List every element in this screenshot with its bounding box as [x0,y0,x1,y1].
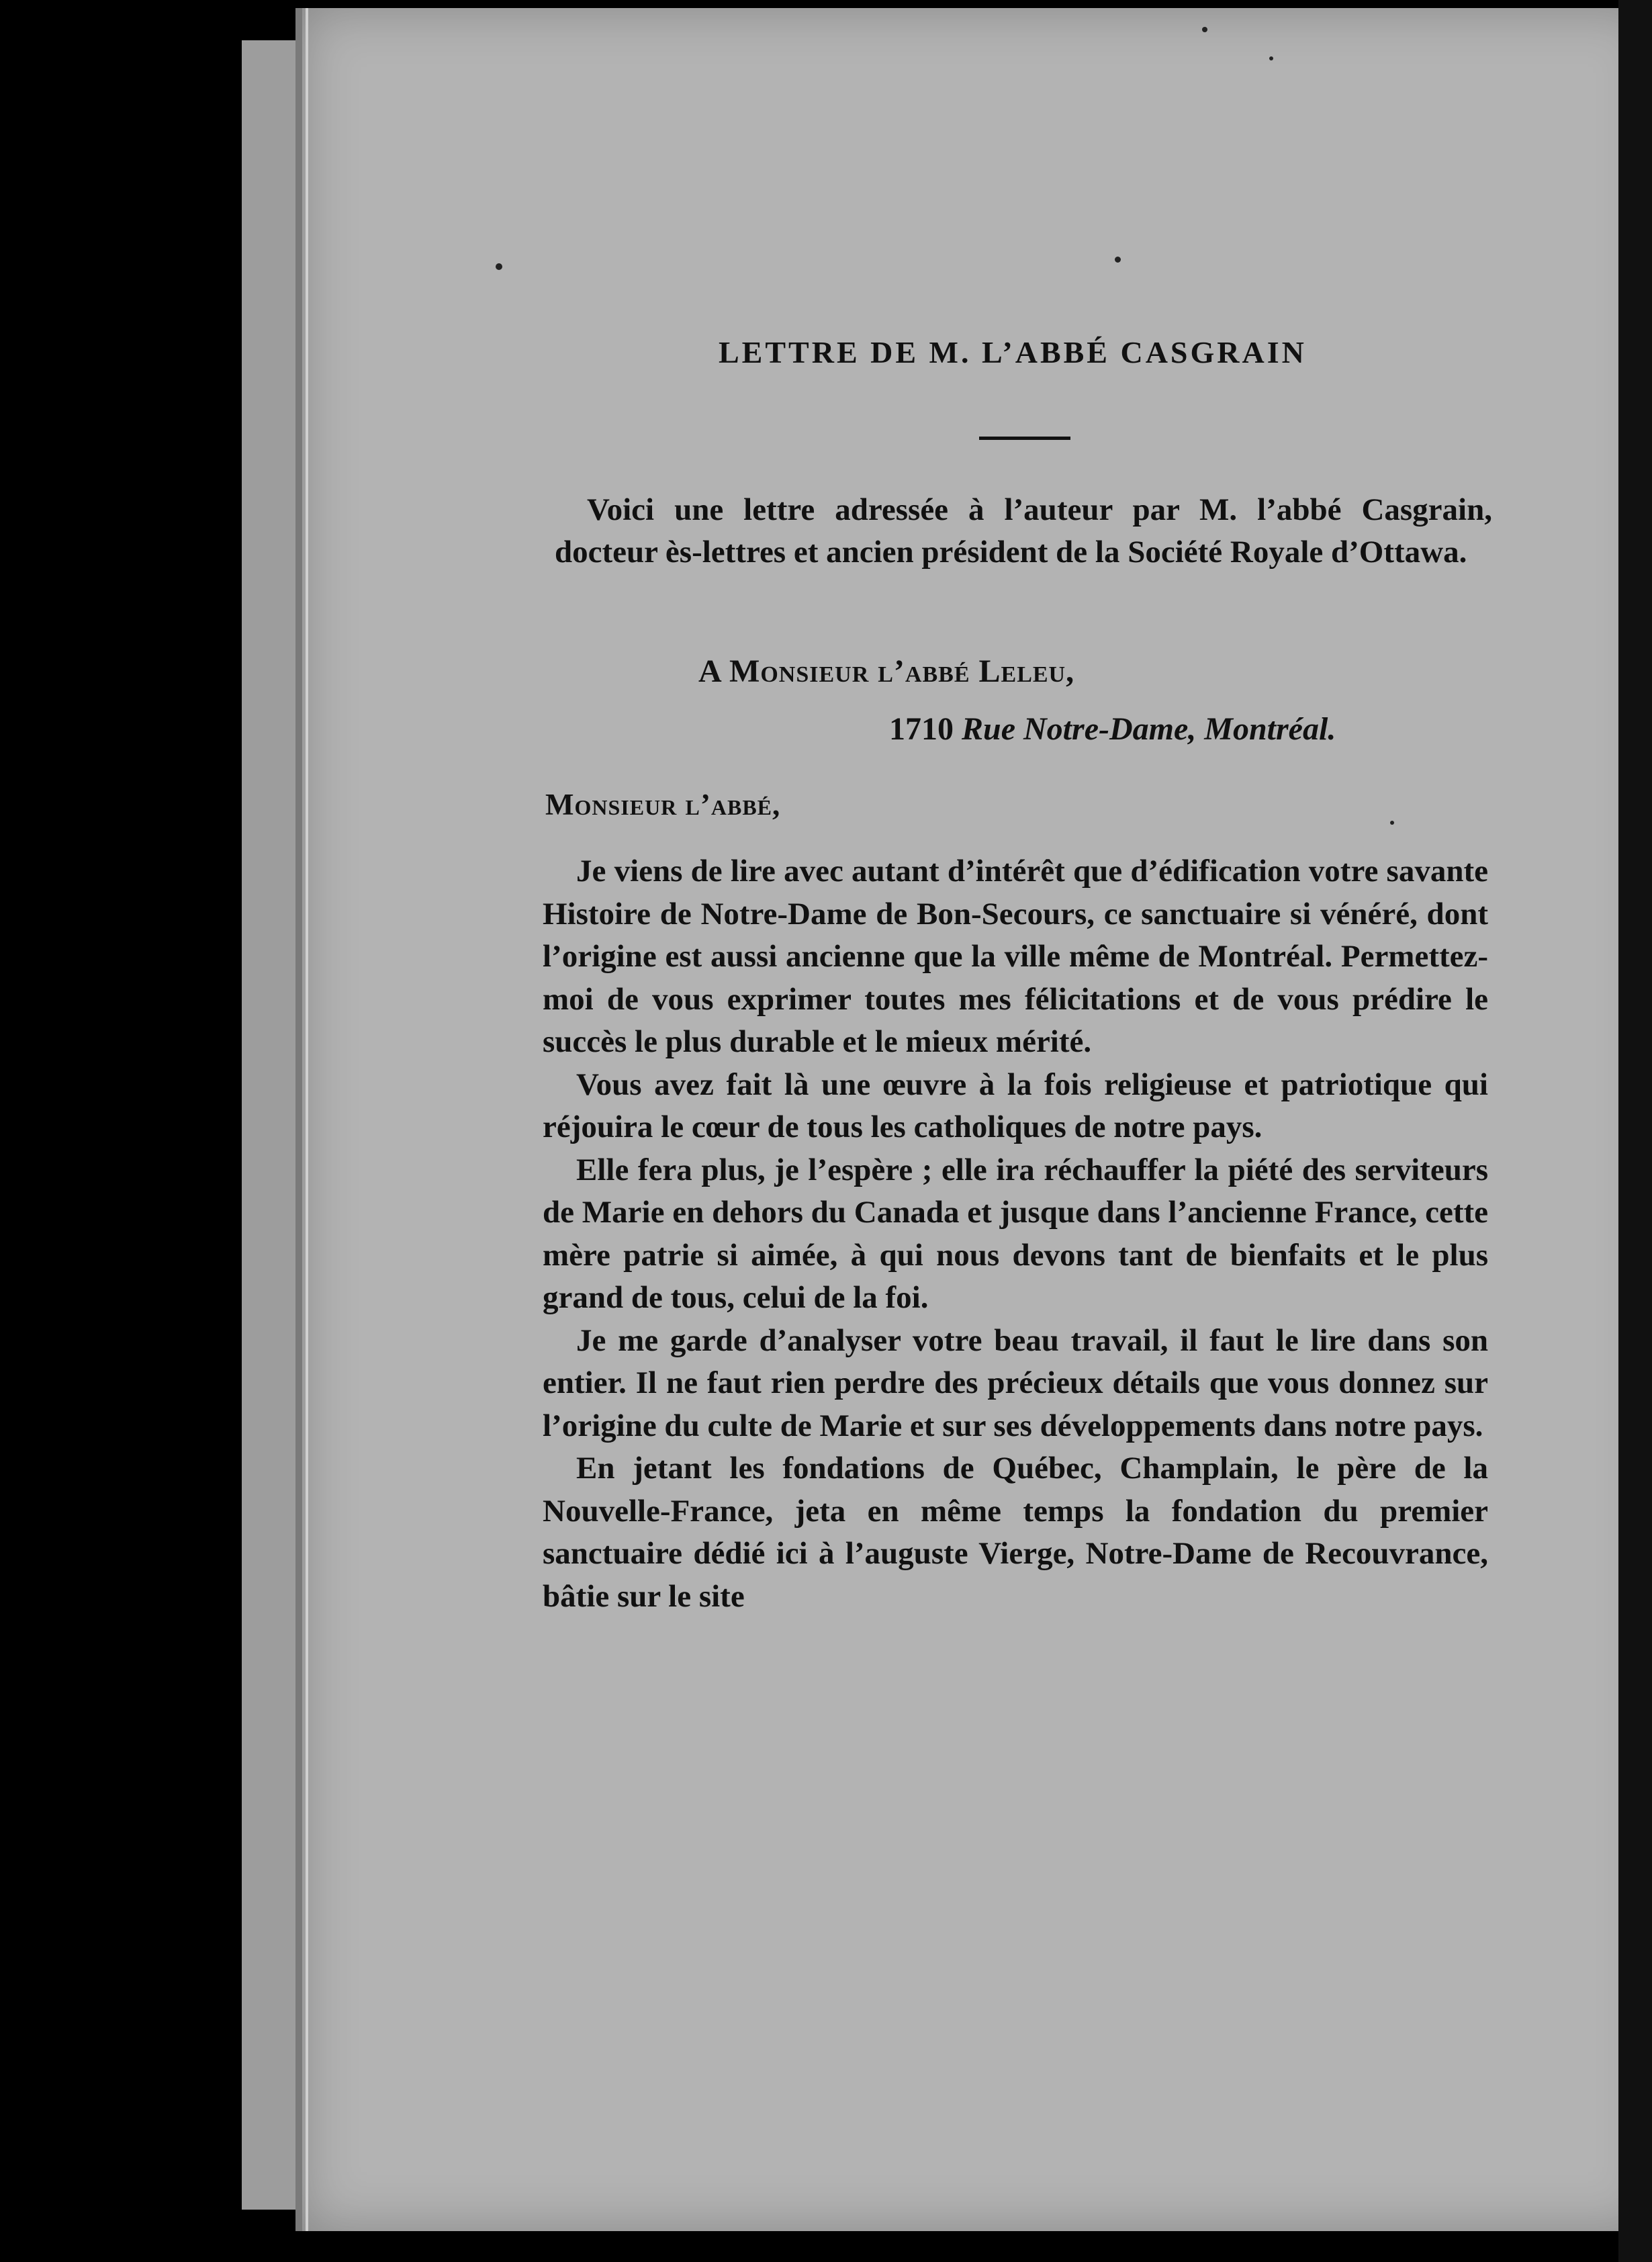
page-edge [306,8,308,2231]
letter-body [543,850,1488,1618]
body-paragraph: Elle fera plus, je l’espère ; elle ira réchauffer la piété des serviteurs de Marie en dehors du Canada et jusque dans l’ancienne France, cette mère patrie si aimée, à qui nous devons tant de bienfaits et le plus grand de tous, celui de la foi. [543,1152,1488,1315]
address-recipient: A Monsieur l’abbé Leleu, [698,653,1075,689]
address-street-name: Rue Notre-Dame, Montréal. [962,711,1336,747]
body-paragraph: En jetant les fondations de Québec, Champlain, le père de la Nouvelle-France, jeta en même temps la fondation du premier sanctuaire dédié ici à l’auguste Vierge, Notre-Dame de Recouvrance, bâtie sur le site [543,1451,1488,1614]
body-paragraph: Je me garde d’analyser votre beau travail, il faut le lire dans son entier. Il ne faut rien perdre des précieux détails que vous donnez sur l’origine du culte de Marie et sur ses développements dans notre pays. [543,1322,1488,1443]
body-paragraph: Je viens de lire avec autant d’intérêt que d’édification votre savante Histoire de Notre-Dame de Bon-Secours, ce sanctuaire si vénéré, dont l’origine est aussi ancienne que la ville même de Montréal. Permettez-moi de vous exprimer toutes mes félicitations et de vous prédire le succès le plus durable et le mieux mérité. [543,854,1488,1059]
scan-speck [1390,821,1394,825]
body-paragraph: Vous avez fait là une œuvre à la fois religieuse et patriotique qui réjouira le cœur de tous les catholiques de notre pays. [543,1067,1488,1144]
scan-speck [1115,257,1121,263]
page-title: LETTRE DE M. L’ABBÉ CASGRAIN [719,335,1307,369]
scan-speck [1269,56,1273,60]
address-number: 1710 [889,711,954,747]
title-rule [979,437,1070,440]
scan-speck [1202,27,1207,32]
scan-border [1618,0,1652,2262]
scan-speck [496,263,502,270]
intro-paragraph: Voici une lettre adressée à l’auteur par M. l’abbé Casgrain, docteur ès-lettres et ancien président de la Société Royale d’Ottawa. [555,492,1492,570]
address-street [889,711,1336,748]
salutation: Monsieur l’abbé, [545,788,781,821]
